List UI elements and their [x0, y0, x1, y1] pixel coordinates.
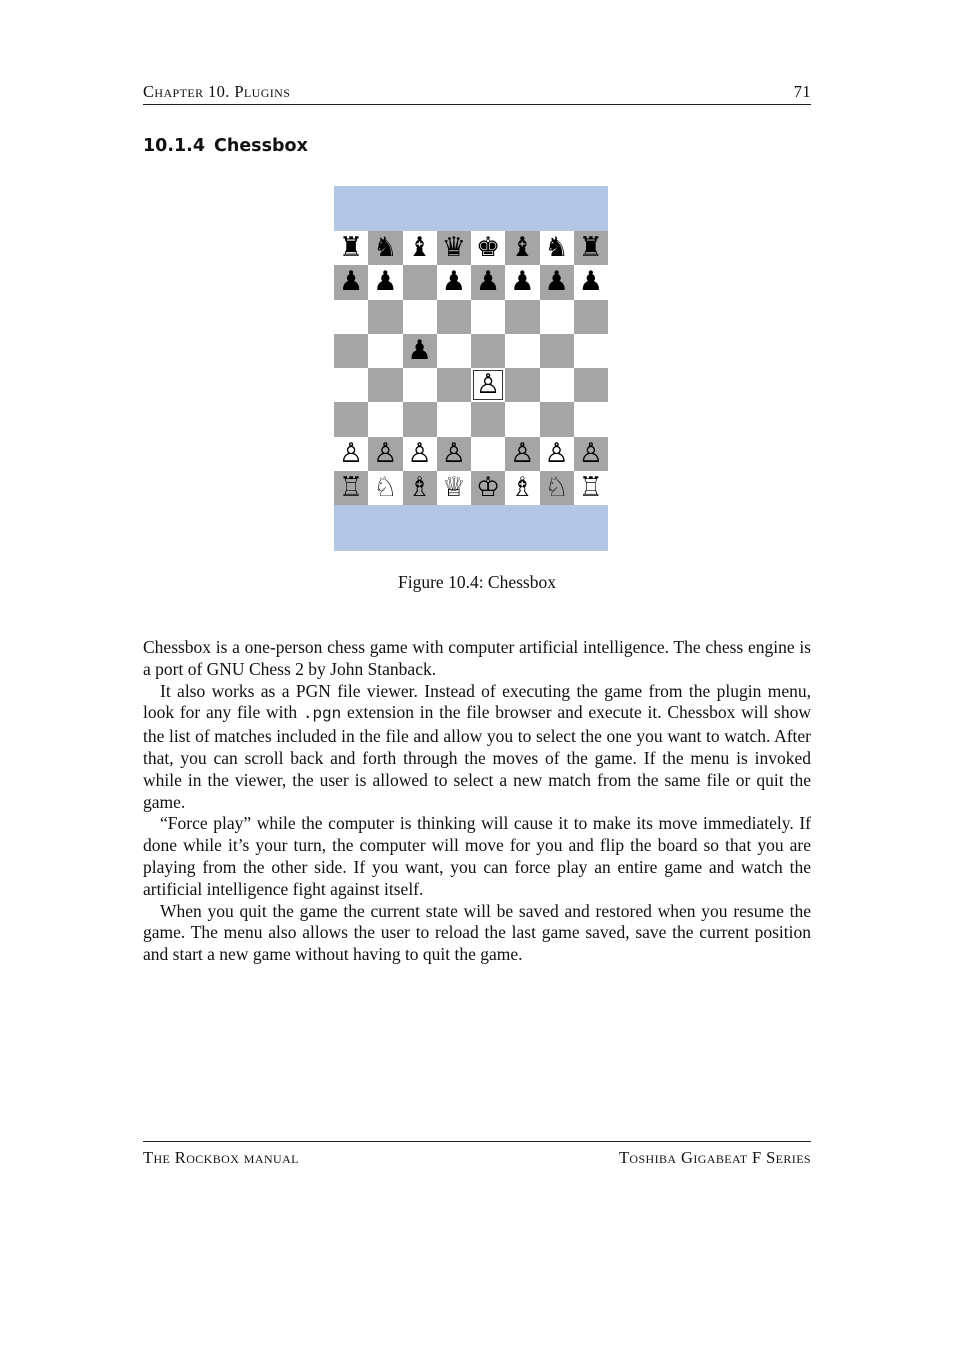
running-header [143, 82, 811, 105]
board-square [368, 437, 402, 471]
board-square [574, 334, 608, 368]
white-pawn-piece: ♙ [578, 437, 603, 469]
board-square [574, 402, 608, 436]
black-king-piece: ♚ [476, 232, 501, 263]
section-heading [143, 136, 308, 156]
board-square [540, 300, 574, 334]
board-square [403, 334, 437, 368]
section-title: Chessbox [214, 136, 308, 156]
board-square [540, 471, 574, 505]
board-square [505, 437, 539, 471]
footer-device-name: Toshiba Gigabeat F Series [618, 1148, 811, 1167]
figure-caption: Figure 10.4: Chessbox [398, 572, 556, 592]
white-bishop-piece: ♗ [407, 471, 432, 503]
board-square [540, 437, 574, 471]
board-square [334, 437, 368, 471]
board-square [368, 334, 402, 368]
board-square [403, 437, 437, 471]
board-square [403, 471, 437, 505]
board-square [403, 300, 437, 334]
board-square [437, 300, 471, 334]
board-square [334, 402, 368, 436]
board-square [505, 402, 539, 436]
white-rook-piece: ♖ [339, 471, 364, 503]
white-pawn-piece: ♙ [510, 437, 535, 469]
black-knight-piece: ♞ [373, 232, 398, 263]
white-rook-piece: ♖ [578, 471, 603, 503]
black-pawn-piece: ♟ [544, 266, 569, 298]
board-square [368, 471, 402, 505]
chessbox-screenshot [334, 186, 608, 551]
white-pawn-piece: ♙ [339, 437, 364, 469]
white-pawn-piece: ♙ [544, 437, 569, 469]
board-square [471, 437, 505, 471]
paragraph-2-part-a: It also works as a PGN file viewer. Instead of executing the game from the plugin menu, look for any file with [143, 680, 811, 723]
board-square [540, 402, 574, 436]
board-square [505, 368, 539, 402]
black-pawn-piece: ♟ [373, 266, 398, 298]
board-square [368, 265, 402, 299]
paragraph-2-part-b: extension in the file browser and execute it. Chessbox will show the list of matches included in the file and allow you to select the one you want to watch. After that, you can scroll back and forth through the moves of the game. If the menu is invoked while in the viewer, the user is allowed to select a new match from the same file or quit the game. [143, 702, 812, 812]
black-bishop-piece: ♝ [407, 232, 432, 263]
board-square [505, 231, 539, 265]
board-square [437, 437, 471, 471]
board-square [403, 402, 437, 436]
board-square [334, 368, 368, 402]
board-square [437, 368, 471, 402]
board-square [403, 265, 437, 299]
board-square [471, 265, 505, 299]
board-square [471, 231, 505, 265]
paragraph-1: Chessbox is a one-person chess game with computer artificial intelligence. The chess engine is a port of GNU Chess 2 by John Stanback. [143, 637, 811, 679]
chess-board [334, 231, 608, 505]
black-bishop-piece: ♝ [510, 232, 535, 263]
board-square [471, 471, 505, 505]
black-queen-piece: ♛ [441, 232, 466, 263]
body-text [143, 637, 811, 966]
board-square [334, 231, 368, 265]
running-footer [143, 1141, 811, 1166]
board-square [437, 231, 471, 265]
paragraph-4: When you quit the game the current state will be saved and restored when you resume the game. The menu also allows the user to reload the last game saved, save the current position and start a new game without having to quit the game. [143, 900, 811, 965]
paragraph-2 [143, 681, 811, 814]
board-square [334, 265, 368, 299]
white-knight-piece: ♘ [544, 471, 569, 503]
board-square [540, 368, 574, 402]
board-square [437, 471, 471, 505]
chapter-title: Chapter 10. Plugins [143, 82, 291, 101]
white-pawn-piece: ♙ [373, 437, 398, 469]
black-rook-piece: ♜ [578, 232, 603, 263]
board-square [505, 300, 539, 334]
board-square [437, 402, 471, 436]
board-square [334, 334, 368, 368]
board-square [471, 402, 505, 436]
board-square [540, 334, 574, 368]
board-square [334, 300, 368, 334]
board-square [437, 334, 471, 368]
board-square [574, 471, 608, 505]
black-pawn-piece: ♟ [578, 266, 603, 298]
page-number: 71 [793, 82, 811, 101]
paragraph-3: “Force play” while the computer is thinking will cause it to make its move immediately. If done while it’s your turn, the computer will move for you and flip the board so that you are playing from the other side. If you want, you can force play an entire game and watch the artificial intelligence fight against itself. [143, 813, 811, 899]
board-square [403, 368, 437, 402]
board-square [505, 265, 539, 299]
white-pawn-piece: ♙ [441, 437, 466, 469]
board-square [540, 265, 574, 299]
board-square [437, 265, 471, 299]
board-square [368, 368, 402, 402]
section-number: 10.1.4 [143, 136, 206, 156]
white-king-piece: ♔ [476, 471, 501, 503]
black-knight-piece: ♞ [544, 232, 569, 263]
board-square [471, 334, 505, 368]
board-square [540, 231, 574, 265]
black-pawn-piece: ♟ [476, 266, 501, 298]
white-pawn-piece: ♙ [476, 369, 501, 400]
board-square [574, 265, 608, 299]
black-pawn-piece: ♟ [510, 266, 535, 298]
black-rook-piece: ♜ [339, 232, 364, 263]
board-square [574, 368, 608, 402]
board-square [471, 368, 505, 402]
board-square [574, 300, 608, 334]
board-square [574, 437, 608, 471]
white-knight-piece: ♘ [373, 471, 398, 503]
pgn-extension-code: .pgn [302, 705, 342, 724]
board-square [368, 402, 402, 436]
board-square [505, 471, 539, 505]
black-pawn-piece: ♟ [441, 266, 466, 298]
footer-manual-title: The Rockbox manual [143, 1148, 299, 1167]
white-bishop-piece: ♗ [510, 471, 535, 503]
black-pawn-piece: ♟ [339, 266, 364, 298]
board-square [403, 231, 437, 265]
board-square [368, 300, 402, 334]
white-pawn-piece: ♙ [407, 437, 432, 469]
black-pawn-piece: ♟ [407, 334, 432, 366]
white-queen-piece: ♕ [441, 471, 466, 503]
board-square [334, 471, 368, 505]
board-square [471, 300, 505, 334]
board-square [368, 231, 402, 265]
board-square [505, 334, 539, 368]
board-square [574, 231, 608, 265]
